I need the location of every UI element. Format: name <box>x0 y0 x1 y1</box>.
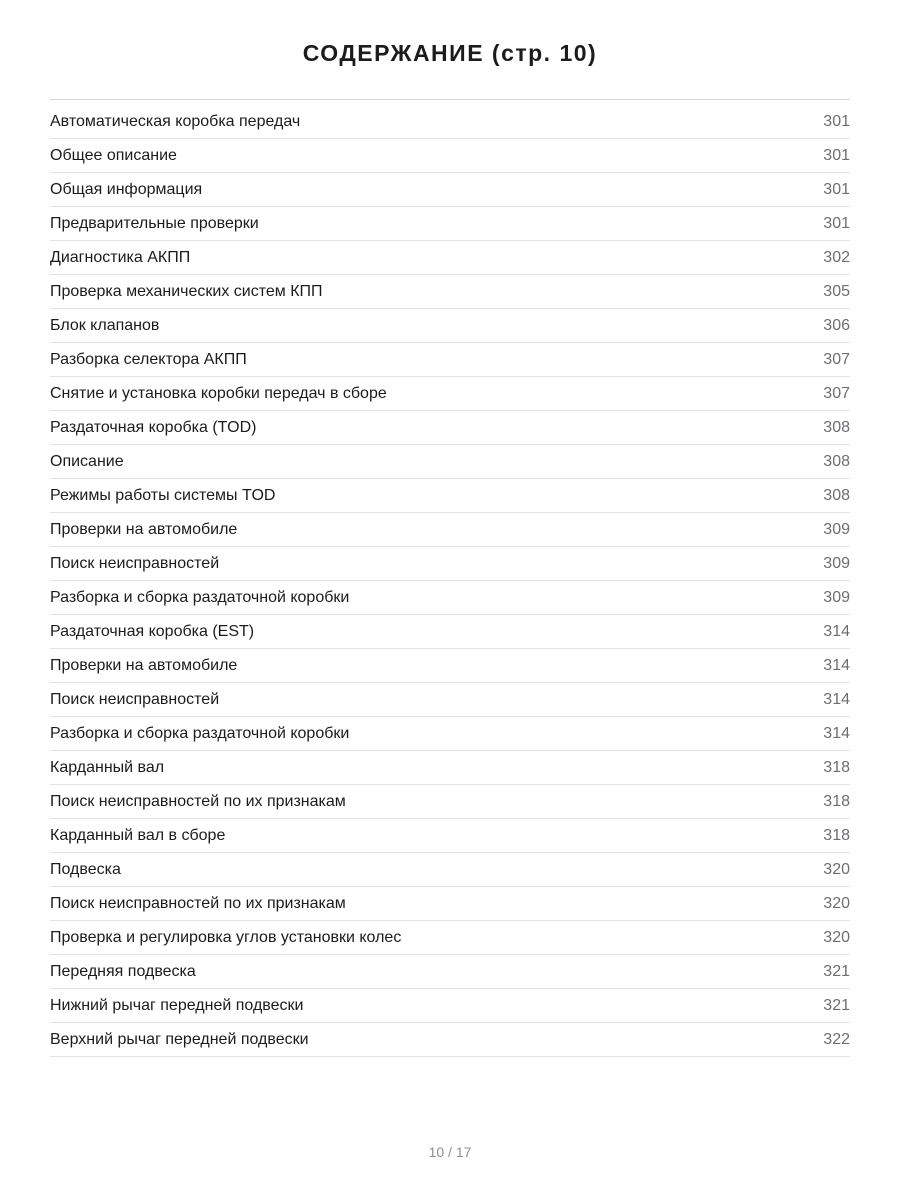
toc-entry-page: 321 <box>823 996 850 1014</box>
toc-entry-label: Карданный вал в сборе <box>50 826 226 844</box>
toc-entry-label: Передняя подвеска <box>50 962 196 980</box>
toc-entry-label: Снятие и установка коробки передач в сборе <box>50 384 387 402</box>
toc-entry-label: Общее описание <box>50 146 177 164</box>
toc-entry-label: Проверки на автомобиле <box>50 656 238 674</box>
toc-entry-page: 320 <box>823 894 850 912</box>
toc-entry-page: 309 <box>823 554 850 572</box>
toc-row <box>50 411 850 445</box>
toc-row <box>50 139 850 173</box>
toc-entry-page: 314 <box>823 656 850 674</box>
toc-entry-label: Проверка и регулировка углов установки колес <box>50 928 402 946</box>
toc-row <box>50 887 850 921</box>
toc-entry-page: 301 <box>823 214 850 232</box>
toc-row <box>50 615 850 649</box>
toc-row <box>50 751 850 785</box>
toc-list <box>50 105 850 1057</box>
toc-entry-label: Общая информация <box>50 180 203 198</box>
toc-entry-label: Разборка селектора АКПП <box>50 350 247 368</box>
toc-entry-label: Раздаточная коробка (TOD) <box>50 418 257 436</box>
toc-entry-page: 314 <box>823 690 850 708</box>
toc-entry-label: Карданный вал <box>50 758 165 776</box>
toc-row <box>50 479 850 513</box>
toc-entry-page: 308 <box>823 418 850 436</box>
toc-entry-label: Поиск неисправностей <box>50 554 220 572</box>
toc-row <box>50 513 850 547</box>
toc-entry-page: 302 <box>823 248 850 266</box>
toc-entry-page: 301 <box>823 146 850 164</box>
toc-entry-page: 320 <box>823 928 850 946</box>
toc-entry-label: Описание <box>50 452 124 470</box>
toc-entry-label: Раздаточная коробка (EST) <box>50 622 255 640</box>
toc-entry-page: 308 <box>823 452 850 470</box>
toc-entry-page: 308 <box>823 486 850 504</box>
toc-row <box>50 275 850 309</box>
title-divider <box>50 99 850 100</box>
toc-entry-label: Проверки на автомобиле <box>50 520 238 538</box>
toc-row <box>50 785 850 819</box>
toc-entry-page: 309 <box>823 520 850 538</box>
toc-entry-page: 307 <box>823 384 850 402</box>
toc-row <box>50 717 850 751</box>
toc-entry-label: Поиск неисправностей по их признакам <box>50 894 346 912</box>
toc-entry-page: 305 <box>823 282 850 300</box>
toc-row <box>50 581 850 615</box>
toc-entry-page: 322 <box>823 1030 850 1048</box>
toc-row <box>50 921 850 955</box>
toc-row <box>50 377 850 411</box>
toc-row <box>50 343 850 377</box>
toc-entry-label: Автоматическая коробка передач <box>50 112 301 130</box>
toc-entry-label: Предварительные проверки <box>50 214 259 232</box>
page-title: СОДЕРЖАНИЕ (стр. 10) <box>302 40 598 66</box>
toc-entry-page: 314 <box>823 622 850 640</box>
toc-entry-page: 306 <box>823 316 850 334</box>
toc-entry-page: 314 <box>823 724 850 742</box>
toc-entry-page: 320 <box>823 860 850 878</box>
toc-row <box>50 207 850 241</box>
toc-entry-label: Режимы работы системы TOD <box>50 486 276 504</box>
toc-entry-page: 318 <box>823 826 850 844</box>
toc-entry-page: 301 <box>823 180 850 198</box>
toc-entry-page: 318 <box>823 792 850 810</box>
toc-entry-label: Поиск неисправностей <box>50 690 220 708</box>
toc-entry-label: Разборка и сборка раздаточной коробки <box>50 724 350 742</box>
toc-entry-label: Поиск неисправностей по их признакам <box>50 792 346 810</box>
toc-entry-label: Подвеска <box>50 860 121 878</box>
toc-entry-page: 318 <box>823 758 850 776</box>
toc-row <box>50 683 850 717</box>
toc-row <box>50 819 850 853</box>
toc-row <box>50 445 850 479</box>
toc-entry-page: 307 <box>823 350 850 368</box>
toc-entry-label: Верхний рычаг передней подвески <box>50 1030 309 1048</box>
page-number-indicator: 10 / 17 <box>428 1144 472 1160</box>
toc-row <box>50 309 850 343</box>
toc-row <box>50 955 850 989</box>
toc-row <box>50 241 850 275</box>
toc-entry-label: Нижний рычаг передней подвески <box>50 996 304 1014</box>
toc-row <box>50 547 850 581</box>
toc-entry-label: Диагностика АКПП <box>50 248 191 266</box>
toc-entry-label: Разборка и сборка раздаточной коробки <box>50 588 350 606</box>
toc-row <box>50 649 850 683</box>
toc-entry-page: 301 <box>823 112 850 130</box>
toc-entry-label: Проверка механических систем КПП <box>50 282 323 300</box>
toc-entry-page: 309 <box>823 588 850 606</box>
toc-row <box>50 1023 850 1057</box>
toc-entry-label: Блок клапанов <box>50 316 160 334</box>
toc-row <box>50 173 850 207</box>
toc-row <box>50 105 850 139</box>
toc-row <box>50 989 850 1023</box>
toc-row <box>50 853 850 887</box>
toc-entry-page: 321 <box>823 962 850 980</box>
